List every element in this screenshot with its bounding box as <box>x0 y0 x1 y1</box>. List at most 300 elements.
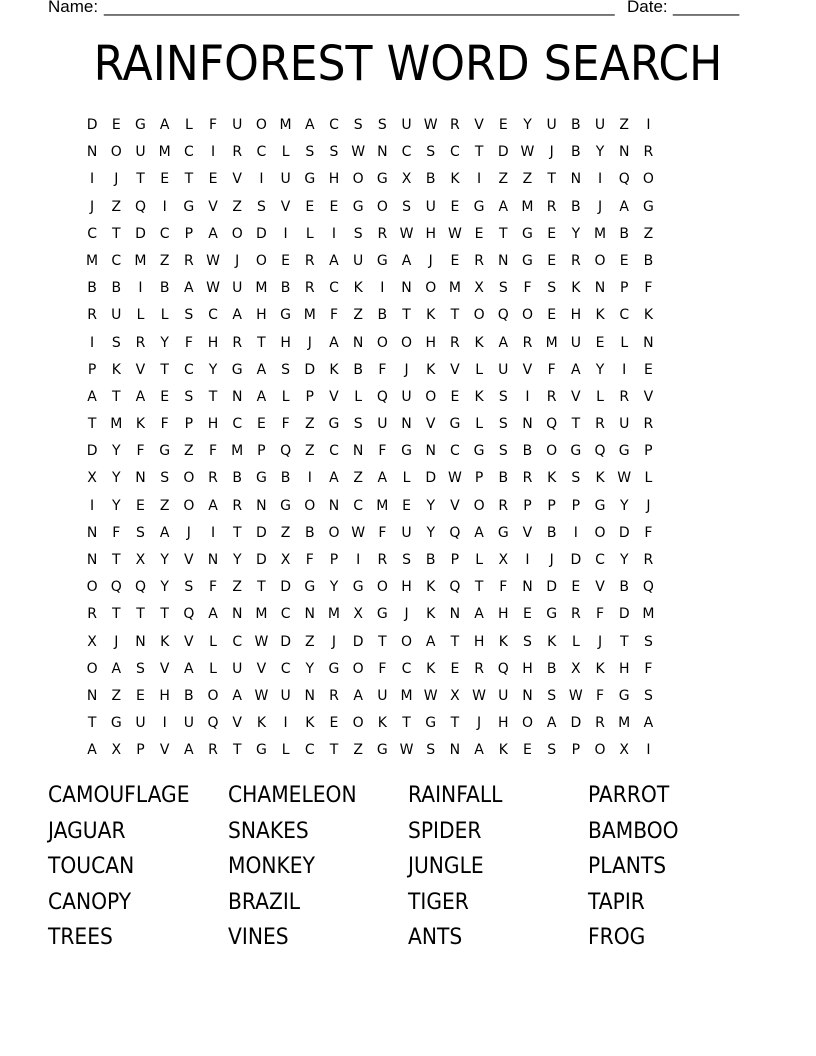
grid-letter[interactable]: N <box>86 687 98 704</box>
grid-letter[interactable]: X <box>474 280 484 297</box>
grid-letter[interactable]: U <box>401 524 412 541</box>
grid-letter[interactable]: M <box>303 307 316 324</box>
grid-letter[interactable]: R <box>304 280 315 297</box>
grid-letter[interactable]: R <box>522 470 533 487</box>
grid-letter[interactable]: G <box>376 171 388 188</box>
grid-letter[interactable]: D <box>618 606 630 623</box>
grid-letter[interactable]: E <box>208 171 218 188</box>
grid-letter[interactable]: M <box>255 606 268 623</box>
grid-letter[interactable]: Y <box>112 470 121 487</box>
grid-letter[interactable]: Z <box>619 117 630 133</box>
grid-letter[interactable]: Z <box>353 742 363 759</box>
grid-letter[interactable]: O <box>473 497 485 514</box>
grid-letter[interactable]: E <box>305 198 315 215</box>
grid-letter[interactable]: K <box>353 280 363 297</box>
grid-letter[interactable]: T <box>112 552 121 568</box>
grid-letter[interactable]: K <box>111 361 121 378</box>
grid-letter[interactable]: Q <box>183 606 195 623</box>
grid-letter[interactable]: X <box>87 633 97 650</box>
grid-letter[interactable]: F <box>596 687 605 704</box>
grid-letter[interactable]: S <box>256 198 266 215</box>
grid-letter[interactable]: K <box>426 361 436 378</box>
grid-letter[interactable]: V <box>256 660 267 677</box>
grid-letter[interactable]: V <box>135 361 146 378</box>
grid-letter[interactable]: X <box>450 687 460 704</box>
grid-letter[interactable]: F <box>378 443 387 460</box>
grid-letter[interactable]: I <box>162 198 167 215</box>
grid-letter[interactable]: J <box>597 633 603 650</box>
grid-letter[interactable]: H <box>425 334 436 351</box>
grid-letter[interactable]: Z <box>643 225 654 242</box>
grid-letter[interactable]: L <box>402 470 411 487</box>
grid-letter[interactable]: T <box>450 633 460 650</box>
grid-letter[interactable]: P <box>329 552 339 568</box>
grid-letter[interactable]: R <box>595 416 605 433</box>
grid-letter[interactable]: Y <box>160 334 169 351</box>
grid-letter[interactable]: V <box>280 198 291 215</box>
grid-letter[interactable]: G <box>473 198 485 215</box>
grid-letter[interactable]: G <box>618 443 630 460</box>
grid-letter[interactable]: A <box>208 497 218 514</box>
grid-letter[interactable]: D <box>618 524 630 541</box>
grid-letter[interactable]: N <box>570 171 582 188</box>
grid-letter[interactable]: X <box>280 552 291 568</box>
grid-letter[interactable]: E <box>547 225 557 242</box>
grid-letter[interactable]: J <box>404 606 409 623</box>
grid-letter[interactable]: A <box>135 388 146 405</box>
grid-letter[interactable]: N <box>401 280 412 297</box>
grid-letter[interactable]: I <box>259 171 264 188</box>
grid-letter[interactable]: O <box>425 280 437 297</box>
grid-letter[interactable]: B <box>87 280 97 297</box>
grid-letter[interactable]: R <box>643 144 654 161</box>
grid-letter[interactable]: K <box>256 715 266 732</box>
grid-letter[interactable]: H <box>401 579 412 596</box>
grid-letter[interactable]: T <box>87 715 97 732</box>
grid-letter[interactable]: R <box>450 117 460 133</box>
grid-letter[interactable]: P <box>450 552 460 568</box>
grid-letter[interactable]: T <box>619 633 629 650</box>
grid-letter[interactable]: S <box>426 742 436 759</box>
grid-letter[interactable]: U <box>183 715 194 732</box>
grid-letter[interactable]: R <box>474 660 484 677</box>
grid-letter[interactable]: Q <box>376 388 388 405</box>
grid-letter[interactable]: B <box>619 579 630 596</box>
grid-letter[interactable]: O <box>110 144 122 161</box>
grid-letter[interactable]: G <box>376 742 388 759</box>
grid-letter[interactable]: M <box>231 443 244 460</box>
grid-letter[interactable]: H <box>522 660 533 677</box>
grid-letter[interactable]: W <box>423 117 438 133</box>
grid-letter[interactable]: H <box>473 633 485 650</box>
grid-letter[interactable]: K <box>305 715 315 732</box>
grid-letter[interactable]: D <box>497 144 509 161</box>
grid-letter[interactable]: A <box>256 388 267 405</box>
grid-letter[interactable]: G <box>449 416 461 433</box>
grid-letter[interactable]: Y <box>426 524 435 541</box>
grid-letter[interactable]: O <box>521 307 533 324</box>
grid-letter[interactable]: R <box>450 334 460 351</box>
grid-letter[interactable]: C <box>232 633 243 650</box>
grid-letter[interactable]: O <box>401 633 413 650</box>
grid-letter[interactable]: S <box>184 388 194 405</box>
grid-letter[interactable]: E <box>111 117 121 133</box>
grid-letter[interactable]: I <box>622 361 627 378</box>
grid-letter[interactable]: Y <box>619 552 629 568</box>
grid-letter[interactable]: O <box>231 225 243 242</box>
grid-letter[interactable]: Z <box>304 416 315 433</box>
grid-letter[interactable]: A <box>184 280 194 297</box>
grid-letter[interactable]: P <box>523 497 532 514</box>
grid-letter[interactable]: R <box>570 252 581 269</box>
grid-letter[interactable]: O <box>352 715 364 732</box>
grid-letter[interactable]: H <box>618 660 630 677</box>
grid-letter[interactable]: M <box>376 497 389 514</box>
grid-letter[interactable]: M <box>642 606 655 623</box>
grid-letter[interactable]: A <box>498 198 509 215</box>
grid-letter[interactable]: P <box>547 497 556 514</box>
grid-letter[interactable]: R <box>643 416 654 433</box>
grid-letter[interactable]: E <box>450 252 460 269</box>
grid-letter[interactable]: S <box>353 225 363 242</box>
grid-letter[interactable]: R <box>377 552 388 568</box>
grid-letter[interactable]: T <box>571 416 581 433</box>
grid-letter[interactable]: P <box>474 470 484 487</box>
grid-letter[interactable]: R <box>208 742 218 759</box>
grid-letter[interactable]: Y <box>160 552 169 568</box>
grid-letter[interactable]: A <box>111 660 122 677</box>
grid-letter[interactable]: O <box>546 443 558 460</box>
grid-letter[interactable]: O <box>352 660 364 677</box>
grid-letter[interactable]: S <box>184 307 194 324</box>
grid-letter[interactable]: I <box>597 171 603 188</box>
grid-letter[interactable]: C <box>329 117 339 133</box>
grid-letter[interactable]: L <box>281 388 290 405</box>
grid-letter[interactable]: K <box>474 388 484 405</box>
grid-letter[interactable]: E <box>160 171 170 188</box>
grid-letter[interactable]: X <box>111 742 122 759</box>
grid-letter[interactable]: M <box>327 606 341 623</box>
grid-letter[interactable]: H <box>498 606 509 623</box>
grid-letter[interactable]: S <box>643 687 653 704</box>
grid-letter[interactable]: U <box>619 416 630 433</box>
grid-letter[interactable]: G <box>328 416 340 433</box>
grid-letter[interactable]: U <box>280 687 291 704</box>
grid-letter[interactable]: N <box>449 742 461 759</box>
grid-letter[interactable]: E <box>402 497 411 514</box>
grid-letter[interactable]: A <box>498 334 509 351</box>
grid-letter[interactable]: C <box>329 443 339 460</box>
grid-letter[interactable]: Z <box>280 524 291 541</box>
grid-letter[interactable]: T <box>160 606 169 623</box>
grid-letter[interactable]: O <box>642 171 654 188</box>
grid-letter[interactable]: J <box>114 171 119 188</box>
grid-letter[interactable]: R <box>570 606 581 623</box>
grid-letter[interactable]: L <box>305 225 314 242</box>
grid-letter[interactable]: N <box>86 144 98 161</box>
grid-letter[interactable]: E <box>329 198 339 215</box>
grid-letter[interactable]: Z <box>304 443 315 460</box>
grid-letter[interactable]: S <box>571 470 581 487</box>
grid-letter[interactable]: U <box>377 687 388 704</box>
grid-letter[interactable]: Q <box>497 307 509 324</box>
grid-letter[interactable]: F <box>281 416 290 433</box>
grid-letter[interactable]: W <box>351 524 366 541</box>
grid-letter[interactable]: V <box>184 552 194 568</box>
grid-letter[interactable]: K <box>474 334 484 351</box>
grid-letter[interactable]: F <box>136 443 145 460</box>
grid-letter[interactable]: I <box>210 144 216 161</box>
grid-letter[interactable]: S <box>402 552 411 568</box>
grid-letter[interactable]: I <box>646 117 651 133</box>
grid-letter[interactable]: Q <box>497 660 509 677</box>
grid-letter[interactable]: W <box>206 252 220 269</box>
grid-letter[interactable]: L <box>571 633 580 650</box>
grid-letter[interactable]: Y <box>619 497 629 514</box>
grid-letter[interactable]: W <box>399 742 414 759</box>
grid-letter[interactable]: C <box>304 742 315 759</box>
grid-letter[interactable]: N <box>425 443 436 460</box>
grid-letter[interactable]: S <box>353 416 363 433</box>
grid-letter[interactable]: F <box>644 280 653 297</box>
grid-letter[interactable]: E <box>450 198 460 215</box>
grid-letter[interactable]: U <box>377 416 388 433</box>
grid-letter[interactable]: E <box>571 579 581 596</box>
grid-letter[interactable]: A <box>208 606 218 623</box>
grid-letter[interactable]: Y <box>426 497 435 514</box>
grid-letter[interactable]: Q <box>280 443 292 460</box>
grid-letter[interactable]: L <box>209 633 217 650</box>
grid-letter[interactable]: T <box>378 633 387 650</box>
grid-letter[interactable]: K <box>595 307 605 324</box>
grid-letter[interactable]: L <box>281 742 290 759</box>
grid-letter[interactable]: N <box>618 144 630 161</box>
grid-letter[interactable]: N <box>352 443 364 460</box>
grid-letter[interactable]: Y <box>112 443 121 460</box>
grid-letter[interactable]: G <box>425 715 437 732</box>
grid-letter[interactable]: U <box>401 117 412 133</box>
grid-letter[interactable]: Y <box>329 579 339 596</box>
grid-letter[interactable]: K <box>329 361 339 378</box>
grid-letter[interactable]: O <box>594 524 606 541</box>
grid-letter[interactable]: O <box>376 334 388 351</box>
grid-letter[interactable]: G <box>352 198 364 215</box>
grid-letter[interactable]: G <box>280 307 292 324</box>
grid-letter[interactable]: U <box>280 171 291 188</box>
grid-letter[interactable]: U <box>498 687 509 704</box>
grid-letter[interactable]: V <box>450 361 460 378</box>
grid-letter[interactable]: Y <box>208 361 218 378</box>
grid-letter[interactable]: F <box>378 660 387 677</box>
grid-letter[interactable]: O <box>401 334 413 351</box>
grid-letter[interactable]: C <box>159 225 170 242</box>
grid-letter[interactable]: Y <box>523 117 532 133</box>
grid-letter[interactable]: L <box>596 388 604 405</box>
grid-letter[interactable]: H <box>280 334 291 351</box>
grid-letter[interactable]: E <box>547 307 557 324</box>
grid-letter[interactable]: T <box>112 606 121 623</box>
grid-letter[interactable]: L <box>184 117 193 133</box>
grid-letter[interactable]: F <box>596 606 605 623</box>
grid-letter[interactable]: U <box>232 280 243 297</box>
grid-letter[interactable]: N <box>231 606 243 623</box>
grid-letter[interactable]: D <box>546 579 558 596</box>
grid-letter[interactable]: E <box>619 252 629 269</box>
grid-letter[interactable]: C <box>232 416 243 433</box>
grid-letter[interactable]: U <box>135 144 146 161</box>
grid-letter[interactable]: T <box>136 606 145 623</box>
grid-letter[interactable]: K <box>377 715 387 732</box>
grid-letter[interactable]: L <box>475 552 483 568</box>
grid-letter[interactable]: N <box>449 606 461 623</box>
grid-letter[interactable]: T <box>87 416 97 433</box>
grid-letter[interactable]: E <box>136 687 145 704</box>
grid-letter[interactable]: C <box>401 660 412 677</box>
grid-letter[interactable]: I <box>307 470 312 487</box>
grid-letter[interactable]: A <box>571 361 581 378</box>
grid-letter[interactable]: A <box>643 715 654 732</box>
grid-letter[interactable]: N <box>401 416 412 433</box>
grid-letter[interactable]: F <box>523 280 532 297</box>
grid-letter[interactable]: H <box>570 307 582 324</box>
grid-letter[interactable]: U <box>594 117 606 133</box>
grid-letter[interactable]: V <box>522 361 533 378</box>
grid-letter[interactable]: Z <box>111 198 122 215</box>
grid-letter[interactable]: A <box>474 524 484 541</box>
grid-letter[interactable]: Y <box>232 552 242 568</box>
grid-letter[interactable]: G <box>642 198 654 215</box>
grid-letter[interactable]: D <box>256 552 267 568</box>
grid-letter[interactable]: K <box>547 633 557 650</box>
grid-letter[interactable]: L <box>281 144 290 161</box>
grid-letter[interactable]: R <box>183 252 194 269</box>
grid-letter[interactable]: I <box>646 742 651 759</box>
grid-letter[interactable]: L <box>475 361 483 378</box>
grid-letter[interactable]: P <box>571 742 581 759</box>
grid-letter[interactable]: B <box>571 198 581 215</box>
grid-letter[interactable]: D <box>425 470 437 487</box>
grid-letter[interactable]: L <box>354 388 363 405</box>
grid-letter[interactable]: P <box>184 416 194 433</box>
grid-letter[interactable]: A <box>377 470 388 487</box>
grid-letter[interactable]: V <box>450 497 460 514</box>
grid-letter[interactable]: A <box>159 524 170 541</box>
grid-letter[interactable]: D <box>135 225 146 242</box>
grid-letter[interactable]: C <box>111 252 122 269</box>
grid-letter[interactable]: Z <box>184 443 194 460</box>
grid-letter[interactable]: S <box>353 117 363 133</box>
grid-letter[interactable]: G <box>183 198 195 215</box>
grid-letter[interactable]: C <box>401 144 412 161</box>
grid-letter[interactable]: I <box>477 171 482 188</box>
grid-letter[interactable]: R <box>595 715 605 732</box>
grid-letter[interactable]: L <box>160 307 169 324</box>
grid-letter[interactable]: S <box>498 443 508 460</box>
grid-letter[interactable]: U <box>135 715 146 732</box>
grid-letter[interactable]: D <box>280 633 291 650</box>
grid-letter[interactable]: C <box>208 307 218 324</box>
grid-letter[interactable]: F <box>305 552 314 568</box>
grid-letter[interactable]: G <box>376 252 388 269</box>
grid-letter[interactable]: T <box>329 742 339 759</box>
grid-letter[interactable]: H <box>159 687 170 704</box>
grid-letter[interactable]: G <box>280 497 292 514</box>
grid-letter[interactable]: R <box>87 307 97 324</box>
grid-letter[interactable]: A <box>232 307 242 324</box>
grid-letter[interactable]: H <box>328 171 340 188</box>
grid-letter[interactable]: S <box>402 198 411 215</box>
grid-letter[interactable]: W <box>423 687 438 704</box>
grid-letter[interactable]: Y <box>571 225 581 242</box>
grid-letter[interactable]: F <box>209 579 218 596</box>
grid-letter[interactable]: B <box>111 280 122 297</box>
grid-letter[interactable]: R <box>208 470 218 487</box>
grid-letter[interactable]: S <box>547 742 557 759</box>
grid-letter[interactable]: Z <box>232 198 243 215</box>
grid-letter[interactable]: M <box>400 687 413 704</box>
grid-letter[interactable]: S <box>498 388 508 405</box>
grid-letter[interactable]: Q <box>207 715 219 732</box>
grid-letter[interactable]: S <box>643 633 653 650</box>
grid-letter[interactable]: G <box>304 579 316 596</box>
grid-letter[interactable]: R <box>498 497 509 514</box>
grid-letter[interactable]: H <box>207 416 219 433</box>
grid-letter[interactable]: U <box>425 198 436 215</box>
grid-letter[interactable]: G <box>328 660 340 677</box>
grid-letter[interactable]: B <box>571 144 581 161</box>
grid-letter[interactable]: G <box>473 443 485 460</box>
grid-letter[interactable]: B <box>377 307 388 324</box>
grid-letter[interactable]: B <box>546 660 557 677</box>
grid-letter[interactable]: A <box>474 606 484 623</box>
grid-letter[interactable]: S <box>184 579 194 596</box>
grid-letter[interactable]: G <box>159 443 171 460</box>
grid-letter[interactable]: Q <box>110 579 122 596</box>
grid-letter[interactable]: U <box>498 361 509 378</box>
grid-letter[interactable]: M <box>448 280 461 297</box>
grid-letter[interactable]: W <box>568 687 583 704</box>
grid-letter[interactable]: H <box>498 715 509 732</box>
grid-letter[interactable]: F <box>644 660 653 677</box>
grid-letter[interactable]: B <box>522 443 533 460</box>
grid-letter[interactable]: O <box>376 198 388 215</box>
grid-letter[interactable]: D <box>86 117 98 133</box>
grid-letter[interactable]: A <box>401 252 412 269</box>
grid-letter[interactable]: O <box>594 252 606 269</box>
grid-letter[interactable]: R <box>87 606 97 623</box>
grid-letter[interactable]: M <box>134 252 147 269</box>
grid-letter[interactable]: E <box>160 388 170 405</box>
grid-letter[interactable]: M <box>158 144 171 161</box>
grid-letter[interactable]: N <box>643 334 654 351</box>
grid-letter[interactable]: A <box>329 470 339 487</box>
grid-letter[interactable]: Y <box>160 579 169 596</box>
grid-letter[interactable]: I <box>162 715 167 732</box>
grid-letter[interactable]: P <box>305 388 314 405</box>
grid-letter[interactable]: T <box>232 524 242 541</box>
grid-letter[interactable]: S <box>498 280 508 297</box>
grid-letter[interactable]: C <box>450 443 460 460</box>
grid-letter[interactable]: I <box>210 524 216 541</box>
grid-letter[interactable]: I <box>525 552 530 568</box>
grid-letter[interactable]: G <box>304 171 316 188</box>
grid-letter[interactable]: B <box>619 225 630 242</box>
grid-letter[interactable]: N <box>328 497 340 514</box>
grid-letter[interactable]: E <box>523 606 532 623</box>
grid-letter[interactable]: F <box>499 579 508 596</box>
grid-letter[interactable]: D <box>304 361 316 378</box>
grid-letter[interactable]: B <box>546 524 557 541</box>
